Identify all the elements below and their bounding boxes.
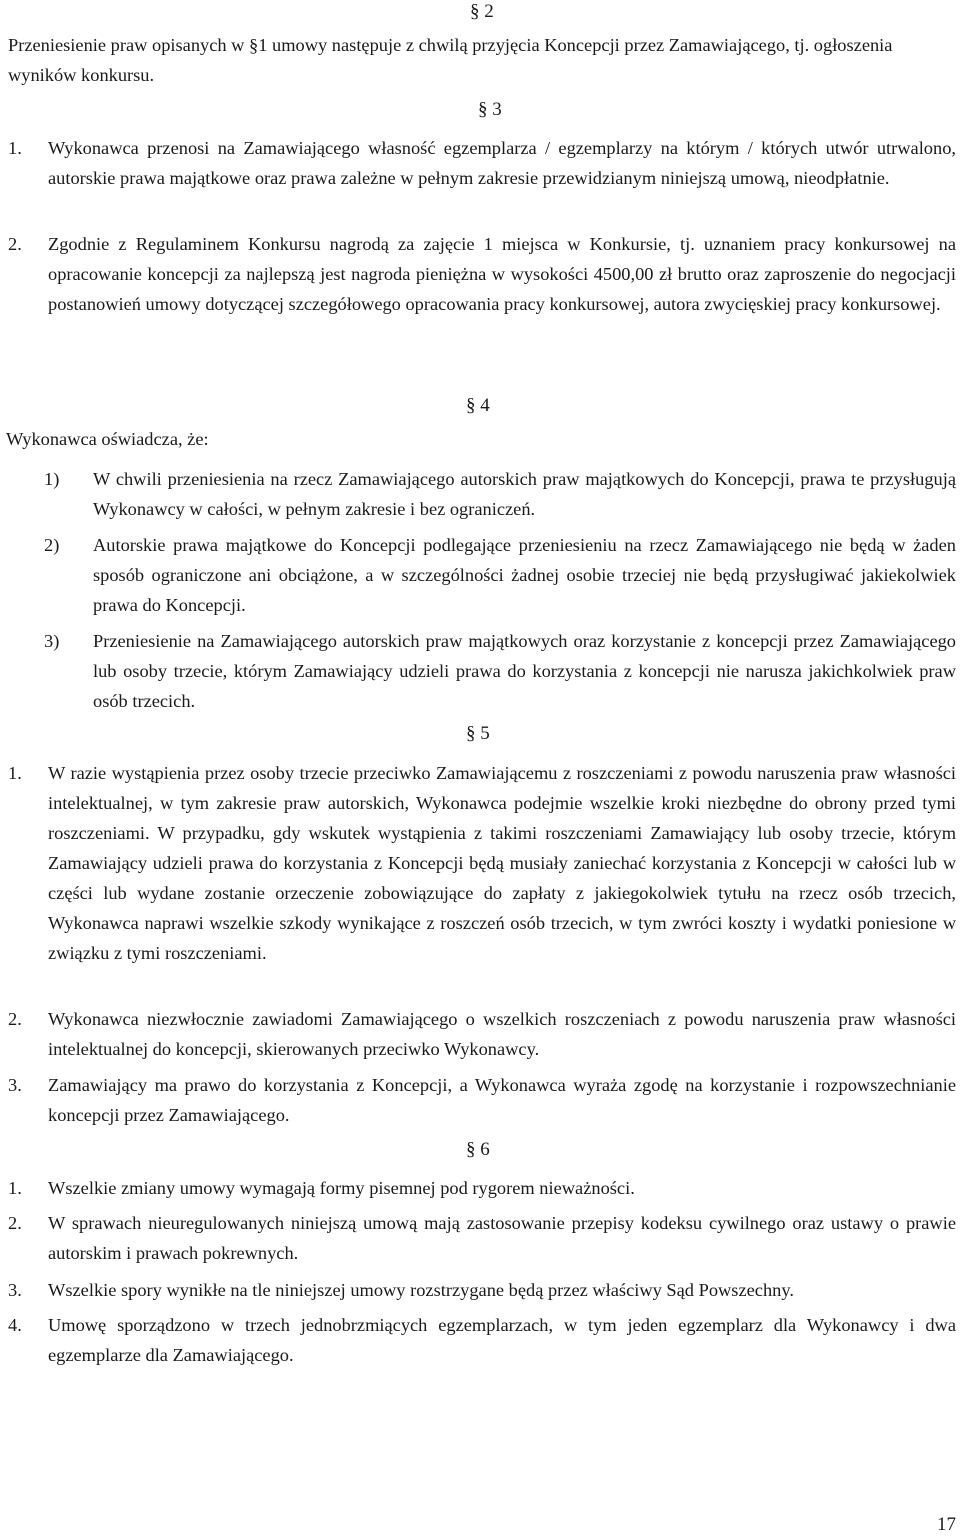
item-number: 3.: [8, 1280, 22, 1300]
item-number: 2.: [8, 1009, 22, 1029]
item-number: 2): [44, 535, 60, 555]
item-text: Zamawiający ma prawo do korzystania z Koncepcji, a Wykonawca wyraża zgodę na korzystanie i rozpowszechnianie koncepcji przez Zamawiającego.: [48, 1075, 956, 1125]
section-heading-4: § 4: [466, 395, 490, 416]
section-4-item-3: [44, 626, 956, 716]
item-number: 3.: [8, 1075, 22, 1095]
item-number: 2.: [8, 234, 22, 254]
section-3-item-2: [8, 229, 956, 319]
item-text: Wykonawca przenosi na Zamawiającego własność egzemplarza / egzemplarzy na którym / których utwór utrwalono, autorskie prawa majątkowe oraz prawa zależne w pełnym zakresie przewidzianym niniejszą umową, nieodpłatnie.: [48, 138, 956, 188]
section-heading-5: § 5: [466, 723, 490, 744]
item-number: 1.: [8, 138, 22, 158]
section-6-item-2: [8, 1208, 956, 1268]
section-4-item-1: [44, 464, 956, 524]
item-text: Wszelkie spory wynikłe na tle niniejszej umowy rozstrzygane będą przez właściwy Sąd Powszechny.: [48, 1280, 794, 1300]
section-3-item-1: [8, 133, 956, 193]
item-text: W chwili przeniesienia na rzecz Zamawiającego autorskich praw majątkowych do Koncepcji, prawa te przysługują Wykonawcy w całości, w pełnym zakresie i bez ograniczeń.: [93, 469, 956, 519]
section-heading-6: § 6: [466, 1139, 490, 1160]
section-4-item-2: [44, 530, 956, 620]
section-heading-2: § 2: [470, 1, 494, 22]
item-text: Wykonawca niezwłocznie zawiadomi Zamawiającego o wszelkich roszczeniach z powodu naruszenia praw własności intelektualnej do koncepcji, skierowanych przeciwko Wykonawcy.: [48, 1009, 956, 1059]
item-number: 4.: [8, 1315, 22, 1335]
section-5-item-3: [8, 1070, 956, 1130]
section-4-intro: Wykonawca oświadcza, że:: [6, 429, 209, 449]
item-text: Zgodnie z Regulaminem Konkursu nagrodą za zajęcie 1 miejsca w Konkursie, tj. uznaniem pracy konkursowej na opracowanie koncepcji za najlepszą jest nagroda pieniężna w wysokości 4500,00 zł brutto oraz zaproszenie do negocjacji postanowień umowy dotyczącej szczegółowego opracowania pracy konkursowej, autora zwycięskiej pracy konkursowej.: [48, 234, 956, 314]
item-text: Autorskie prawa majątkowe do Koncepcji podlegające przeniesieniu na rzecz Zamawiającego nie będą w żaden sposób ograniczone ani obciążone, a w szczególności żadnej osobie trzeciej nie będą przysługiwać jakiekolwiek prawa do Koncepcji.: [93, 535, 956, 615]
page-number: 17: [937, 1514, 956, 1535]
item-text: Przeniesienie na Zamawiającego autorskich praw majątkowych oraz korzystanie z koncepcji przez Zamawiającego lub osoby trzecie, którym Zamawiający udzieli prawa do korzystania z koncepcji nie narusza jakichkolwiek praw osób trzecich.: [93, 631, 956, 711]
item-number: 2.: [8, 1213, 22, 1233]
item-number: 1.: [8, 1178, 22, 1198]
section-5-item-2: [8, 1004, 956, 1064]
item-number: 3): [44, 631, 60, 651]
item-text: W sprawach nieuregulowanych niniejszą umową mają zastosowanie przepisy kodeksu cywilnego oraz ustawy o prawie autorskim i prawach pokrewnych.: [48, 1213, 956, 1263]
section-6-item-4: [8, 1310, 956, 1370]
item-text: Wszelkie zmiany umowy wymagają formy pisemnej pod rygorem nieważności.: [48, 1178, 635, 1198]
section-5-item-1: [8, 758, 956, 968]
item-text: W razie wystąpienia przez osoby trzecie przeciwko Zamawiającemu z roszczeniami z powodu naruszenia praw własności intelektualnej, w tym zakresie praw autorskich, Wykonawca podejmie wszelkie kroki niezbędne do obrony przed tymi roszczeniami. W przypadku, gdy wskutek wystąpienia z takimi roszczeniami Zamawiający lub osoby trzecie, którym Zamawiający udzieli prawa do korzystania z Koncepcji będą musiały zaniechać korzystania z Koncepcji w całości lub w części lub wydane zostanie orzeczenie zobowiązujące do zapłaty z jakiegokolwiek tytułu na rzecz osób trzecich, Wykonawca naprawi wszelkie szkody wynikające z roszczeń osób trzecich, w tym zwróci koszty i wydatki poniesione w związku z tymi roszczeniami.: [48, 763, 956, 963]
section-6-item-3: [8, 1275, 956, 1305]
item-number: 1): [44, 469, 60, 489]
section-2-text: Przeniesienie praw opisanych w §1 umowy następuje z chwilą przyjęcia Koncepcji przez Zamawiającego, tj. ogłoszenia wyników konkursu.: [8, 35, 893, 85]
section-6-item-1: [8, 1173, 956, 1203]
section-heading-3: § 3: [478, 99, 502, 120]
item-number: 1.: [8, 763, 22, 783]
item-text: Umowę sporządzono w trzech jednobrzmiących egzemplarzach, w tym jeden egzemplarz dla Wykonawcy i dwa egzemplarze dla Zamawiającego.: [48, 1315, 956, 1365]
